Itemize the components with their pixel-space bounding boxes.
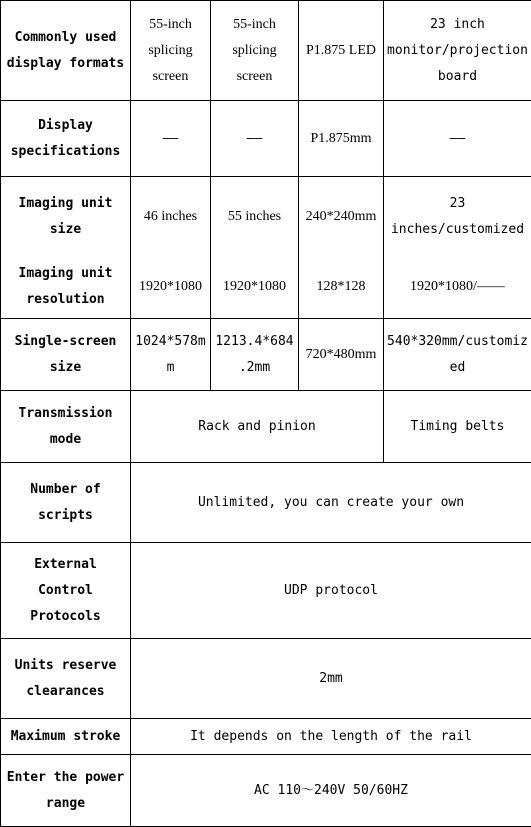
header-display-specifications: Display specifications xyxy=(1,101,131,177)
imaging-size-cell: 23 inches/customized xyxy=(384,177,531,257)
header-transmission-mode: Transmission mode xyxy=(1,391,131,463)
imaging-size-cell: 240*240mm xyxy=(299,177,384,257)
header-units-reserve-clearances: Units reserve clearances xyxy=(1,639,131,719)
row-display-formats xyxy=(1,1,531,101)
transmission-cell: Timing belts xyxy=(384,391,531,463)
clearances-cell: 2mm xyxy=(131,639,531,719)
single-size-cell: 1213.4*684.2mm xyxy=(211,319,299,391)
format-cell: 55-inch splicing screen xyxy=(211,1,299,101)
power-cell: AC 110～240V 50/60HZ xyxy=(131,755,531,827)
single-size-cell: 720*480mm xyxy=(299,319,384,391)
imaging-size-cell: 55 inches xyxy=(211,177,299,257)
row-display-specifications xyxy=(1,101,531,177)
scripts-cell: Unlimited, you can create your own xyxy=(131,463,531,543)
row-imaging-unit-resolution xyxy=(1,257,531,319)
spec-cell: —— xyxy=(211,101,299,177)
format-cell: 23 inch monitor/projection board xyxy=(384,1,531,101)
stroke-cell: It depends on the length of the rail xyxy=(131,719,531,755)
single-size-cell: 540*320mm/customized xyxy=(384,319,531,391)
imaging-res-cell: 1920*1080/—— xyxy=(384,257,531,319)
row-number-of-scripts xyxy=(1,463,531,543)
imaging-size-cell: 46 inches xyxy=(131,177,211,257)
header-number-of-scripts: Number of scripts xyxy=(1,463,131,543)
row-external-control-protocols xyxy=(1,543,531,639)
transmission-cell: Rack and pinion xyxy=(131,391,384,463)
imaging-res-cell: 128*128 xyxy=(299,257,384,319)
header-power-range: Enter the power range xyxy=(1,755,131,827)
header-maximum-stroke: Maximum stroke xyxy=(1,719,131,755)
spec-cell: P1.875mm xyxy=(299,101,384,177)
row-maximum-stroke xyxy=(1,719,531,755)
single-size-cell: 1024*578mm xyxy=(131,319,211,391)
header-external-control-protocols: External Control Protocols xyxy=(1,543,131,639)
imaging-res-cell: 1920*1080 xyxy=(211,257,299,319)
header-imaging-unit-resolution: Imaging unit resolution xyxy=(1,257,131,319)
header-display-formats: Commonly used display formats xyxy=(1,1,131,101)
format-cell: P1.875 LED xyxy=(299,1,384,101)
row-units-reserve-clearances xyxy=(1,639,531,719)
format-cell: 55-inch splicing screen xyxy=(131,1,211,101)
row-transmission-mode xyxy=(1,391,531,463)
row-single-screen-size xyxy=(1,319,531,391)
spec-cell: —— xyxy=(384,101,531,177)
spec-cell: —— xyxy=(131,101,211,177)
imaging-res-cell: 1920*1080 xyxy=(131,257,211,319)
protocols-cell: UDP protocol xyxy=(131,543,531,639)
row-imaging-unit-size xyxy=(1,177,531,257)
header-single-screen-size: Single-screen size xyxy=(1,319,131,391)
header-imaging-unit-size: Imaging unit size xyxy=(1,177,131,257)
row-power-range xyxy=(1,755,531,827)
